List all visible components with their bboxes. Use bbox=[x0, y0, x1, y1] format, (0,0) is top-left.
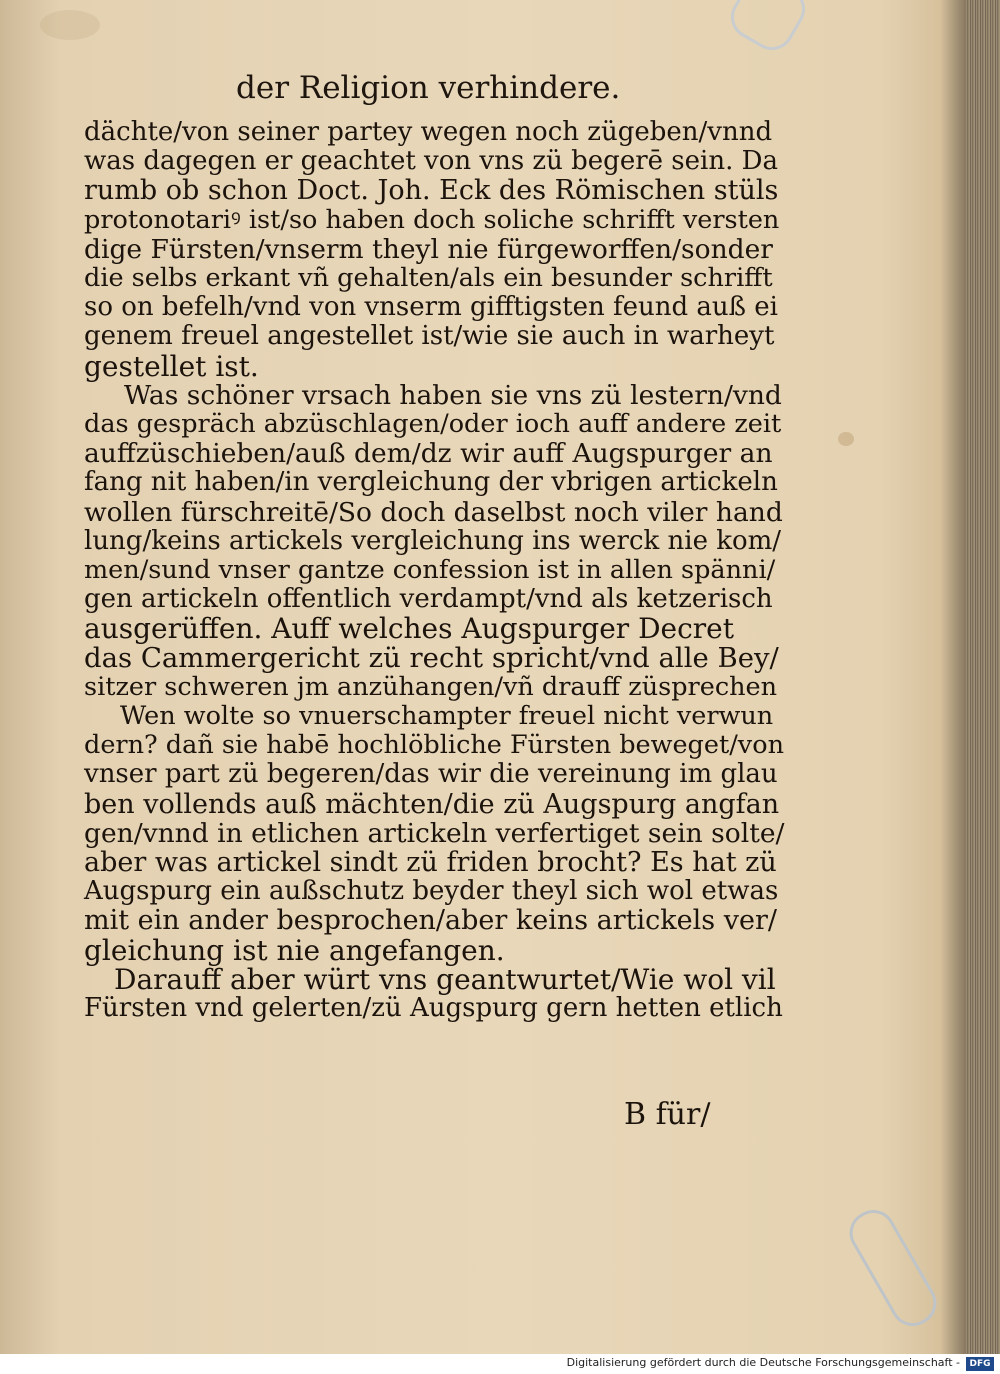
text-line: rumb ob schon Doct. Joh. Eck des Römischen stüls bbox=[84, 175, 779, 207]
text-line: aber was artickel sindt zü friden brocht? Es hat zü bbox=[84, 847, 777, 879]
text-line: fang nit haben/in vergleichung der vbrigen artickeln bbox=[84, 467, 778, 498]
footer-bar bbox=[0, 1354, 1000, 1374]
text-line: was dagegen er geachtet von vns zü begerē sein. Da bbox=[84, 146, 778, 177]
text-line: Darauff aber würt vns geantwurtet/Wie wol vil bbox=[114, 962, 776, 996]
text-line: gestellet ist. bbox=[84, 349, 259, 383]
text-line: dächte/von seiner partey wegen noch zügeben/vnnd bbox=[84, 117, 773, 147]
stain bbox=[838, 432, 854, 446]
text-line: ben vollends auß mächten/die zü Augspurg angfan bbox=[84, 788, 780, 820]
text-line: lung/keins artickels vergleichung ins werck nie kom/ bbox=[84, 525, 782, 556]
text-line: die selbs erkant vñ gehalten/als ein besunder schrifft bbox=[84, 263, 773, 294]
running-header: der Religion verhindere. bbox=[236, 70, 621, 106]
text-line: gleichung ist nie angefangen. bbox=[84, 933, 505, 967]
text-line: protonotariꝰ ist/so haben doch soliche schrifft versten bbox=[84, 204, 780, 235]
text-line: genem freuel angestellet ist/wie sie auch in warheyt bbox=[84, 321, 775, 352]
text-line: dern? dañ sie habē hochlöbliche Fürsten beweget/von bbox=[84, 730, 784, 761]
stain bbox=[40, 10, 100, 40]
text-line: gen artickeln offentlich verdampt/vnd als ketzerisch bbox=[84, 584, 773, 615]
text-line: gen/vnnd in etlichen artickeln verfertiget sein solte/ bbox=[84, 817, 785, 849]
text-line: ausgerüffen. Auff welches Augspurger Decret bbox=[84, 612, 734, 646]
text-line: so on befelh/vnd von vnserm gifftigsten feund auß ei bbox=[84, 292, 779, 323]
text-line: Augspurg ein außschutz beyder theyl sich wol etwas bbox=[84, 876, 779, 907]
text-line: das Cammergericht zü recht spricht/vnd alle Bey/ bbox=[84, 641, 779, 674]
paper-clip bbox=[723, 0, 813, 58]
text-line: Wen wolte so vnuerschampter freuel nicht verwun bbox=[120, 701, 774, 732]
page-edge bbox=[966, 0, 1000, 1354]
text-line: vnser part zü begeren/das wir die vereinung im glau bbox=[84, 759, 778, 790]
text-line: dige Fürsten/vnserm theyl nie fürgeworffen/sonder bbox=[84, 233, 773, 265]
text-line: mit ein ander besprochen/aber keins artickels ver/ bbox=[84, 905, 777, 937]
text-block bbox=[84, 118, 784, 1023]
dfg-logo: DFG bbox=[966, 1357, 994, 1371]
text-line: men/sund vnser gantze confession ist in allen spänni/ bbox=[84, 555, 776, 586]
catchword: B für/ bbox=[624, 1097, 711, 1132]
text-line: wollen fürschreitē/So doch daselbst noch viler hand bbox=[84, 496, 783, 528]
funding-notice: Digitalisierung gefördert durch die Deutsche Forschungsgemeinschaft - bbox=[566, 1356, 960, 1369]
text-line: Was schöner vrsach haben sie vns zü lestern/vnd bbox=[124, 379, 782, 411]
paper-clip bbox=[842, 1202, 945, 1334]
text-line: auffzüschieben/auß dem/dz wir auff Augspurger an bbox=[84, 438, 773, 470]
text-line: Fürsten vnd gelerten/zü Augspurg gern hetten etlich bbox=[84, 993, 783, 1024]
text-line: das gespräch abzüschlagen/oder ioch auff andere zeit bbox=[84, 409, 782, 440]
text-line: sitzer schweren jm anzühangen/vñ drauff züsprechen bbox=[84, 671, 778, 702]
